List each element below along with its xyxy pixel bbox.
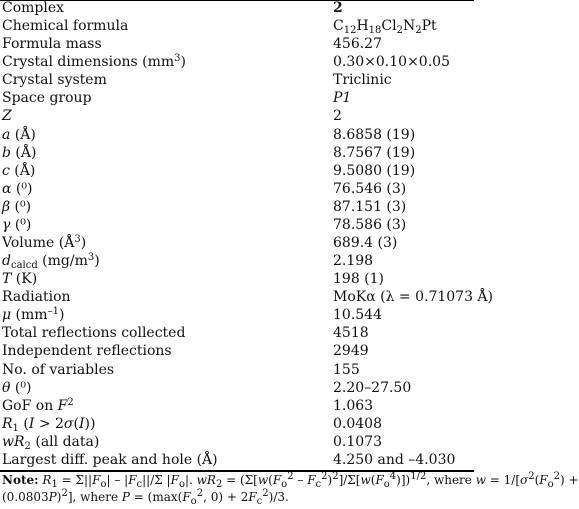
row-label: Volume $(Å^3)$ bbox=[2, 234, 87, 251]
row-value: 0.1073 bbox=[333, 433, 382, 450]
row-value: 4.250 and –4.030 bbox=[333, 451, 456, 468]
row-value: 155 bbox=[333, 361, 360, 378]
row-label: T (K) bbox=[2, 271, 38, 288]
table-row bbox=[0, 252, 474, 270]
row-value: 4518 bbox=[333, 325, 369, 342]
table-row bbox=[0, 198, 474, 216]
row-label: Chemical formula bbox=[2, 18, 129, 35]
row-label: Total reflections collected bbox=[2, 325, 186, 342]
row-value: 78.586 (3) bbox=[333, 216, 407, 233]
row-label: a (Å) bbox=[2, 126, 36, 143]
table-row bbox=[0, 288, 494, 306]
row-label: $wR_2$ (all data) bbox=[2, 433, 100, 452]
note-line-1: Note: $R_1 = \Sigma||F_o| - |F_c||/\Sigma$ $|F_o|$. $wR_2 = (\Sigma[w(F_o^2 - F_c^2)^2]/\Sigma[w(F_o^4)])^{1/2}$, where $w = 1/[\sigma^2(F_o^2)$ + bbox=[2, 471, 579, 490]
row-value: 0.30×0.10×0.05 bbox=[333, 54, 450, 71]
table-row bbox=[0, 126, 474, 144]
row-value: 456.27 bbox=[333, 36, 382, 53]
table-row bbox=[0, 234, 474, 252]
row-value: P1 bbox=[333, 90, 352, 107]
row-value: 8.6858 (19) bbox=[333, 126, 416, 143]
row-value: MoKα (λ = 0.71073 Å) bbox=[333, 289, 494, 306]
row-label: $R_1$ (I > 2σ(I)) bbox=[2, 415, 96, 434]
row-label: γ (⁰) bbox=[2, 216, 32, 233]
row-label: θ (⁰) bbox=[2, 379, 32, 396]
table-row bbox=[0, 216, 474, 234]
row-label: Crystal system bbox=[2, 72, 107, 89]
row-value: 2 bbox=[333, 108, 342, 125]
row-value: 0.0408 bbox=[333, 415, 382, 432]
table-row bbox=[0, 451, 474, 469]
row-label: Formula mass bbox=[2, 36, 102, 53]
row-label: No. of variables bbox=[2, 361, 115, 378]
row-label: GoF on $F^2$ bbox=[2, 396, 74, 414]
table-note bbox=[2, 471, 579, 507]
table-row bbox=[0, 0, 474, 17]
table-row bbox=[0, 324, 474, 342]
table-row bbox=[0, 306, 474, 324]
table-row bbox=[0, 162, 474, 180]
row-value: 8.7567 (19) bbox=[333, 144, 416, 161]
row-label: α (⁰) bbox=[2, 180, 33, 197]
table-row bbox=[0, 53, 474, 71]
table-row bbox=[0, 89, 474, 107]
table-row bbox=[0, 180, 474, 198]
row-label: Independent reflections bbox=[2, 343, 172, 360]
row-label: c (Å) bbox=[2, 162, 36, 179]
table-row bbox=[0, 342, 474, 360]
row-label: Crystal dimensions $(mm^3)$ bbox=[2, 53, 187, 71]
table-row bbox=[0, 144, 474, 162]
table-row bbox=[0, 397, 474, 415]
row-value: 689.4 (3) bbox=[333, 235, 398, 251]
row-value: 2.198 bbox=[333, 253, 374, 270]
row-label: b (Å) bbox=[2, 144, 37, 161]
row-value: 9.5080 (19) bbox=[333, 162, 416, 179]
table-row bbox=[0, 17, 474, 35]
table-row bbox=[0, 35, 474, 53]
row-label: Space group bbox=[2, 90, 92, 107]
note-line-2: $(0.0803P)^2$], where $P = (\max(F_o^2$, $0) + 2F_c^2)/3$. bbox=[2, 488, 289, 507]
row-value: 2 bbox=[333, 0, 343, 16]
row-label: Z bbox=[2, 108, 12, 125]
row-value: 2949 bbox=[333, 343, 369, 360]
row-value: 10.544 bbox=[333, 307, 382, 324]
row-label: μ $(mm^{-1})$ bbox=[2, 306, 65, 324]
row-label: Radiation bbox=[2, 289, 71, 306]
row-value: 76.546 (3) bbox=[333, 180, 407, 197]
table-row bbox=[0, 361, 474, 379]
row-label: Largest diff. peak and hole (Å) bbox=[2, 451, 218, 468]
table-row bbox=[0, 433, 474, 451]
row-value: 87.151 (3) bbox=[333, 198, 407, 215]
row-value: Triclinic bbox=[333, 72, 392, 89]
table-row bbox=[0, 71, 474, 89]
row-value: 2.20–27.50 bbox=[333, 379, 412, 396]
table-row bbox=[0, 270, 474, 288]
table-row bbox=[0, 379, 474, 397]
row-value: 198 (1) bbox=[333, 271, 385, 288]
row-value: $C_{12}H_{18}Cl_2N_2Pt$ bbox=[333, 18, 437, 37]
row-label: Complex bbox=[2, 0, 65, 16]
row-label: $d_{calcd}$ $(mg/m^3)$ bbox=[2, 252, 100, 272]
table-row bbox=[0, 107, 474, 125]
note-label: Note: bbox=[2, 473, 39, 487]
table-row bbox=[0, 415, 474, 433]
row-value: 1.063 bbox=[333, 397, 374, 414]
row-label: β (⁰) bbox=[2, 198, 32, 215]
